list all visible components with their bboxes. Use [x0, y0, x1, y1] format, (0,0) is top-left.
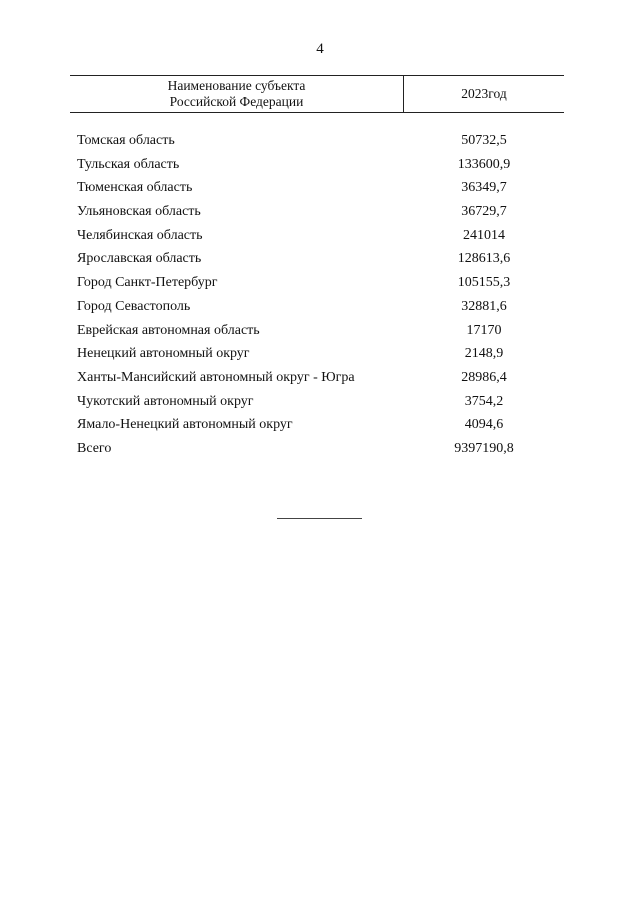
region-value: 133600,9	[457, 156, 511, 172]
region-name: Томская область	[77, 133, 175, 148]
region-value: 17170	[466, 322, 502, 338]
region-name: Еврейская автономная область	[77, 322, 260, 338]
table-row	[0, 390, 640, 414]
region-name: Ульяновская область	[77, 204, 201, 220]
region-value: 4094,6	[464, 417, 504, 433]
total-label: Всего	[77, 440, 112, 456]
region-name: Ямало-Ненецкий автономный округ	[77, 417, 293, 433]
region-value: 32881,6	[461, 298, 507, 314]
table-row	[0, 200, 640, 224]
region-value: 128613,6	[457, 251, 511, 267]
table-header	[70, 75, 564, 113]
table-row	[0, 176, 640, 200]
region-value: 36349,7	[461, 180, 507, 196]
region-name: Ненецкий автономный округ	[77, 346, 250, 362]
total-value: 9397190,8	[454, 440, 514, 456]
table-row	[0, 129, 640, 153]
region-name: Тульская область	[77, 156, 180, 172]
region-name: Ханты-Мансийский автономный округ - Югра	[77, 369, 355, 385]
header-subject-line2: Российской Федерации	[169, 94, 304, 109]
table-row	[0, 153, 640, 177]
page-number: 4	[316, 41, 324, 57]
region-name: Чукотский автономный округ	[77, 393, 254, 409]
table-row	[0, 342, 640, 366]
region-value: 36729,7	[461, 204, 507, 220]
table-row	[0, 271, 640, 295]
table-row	[0, 319, 640, 343]
region-name: Тюменская область	[77, 180, 193, 196]
table-row	[0, 366, 640, 390]
table-row	[0, 413, 640, 437]
region-value: 105155,3	[457, 275, 511, 291]
region-name: Город Севастополь	[77, 298, 191, 314]
table-row-total	[0, 437, 640, 461]
table-body	[0, 129, 640, 461]
region-value: 50732,5	[461, 133, 507, 148]
table-row	[0, 295, 640, 319]
table-row	[0, 247, 640, 271]
region-name: Город Санкт-Петербург	[77, 275, 218, 291]
header-subject-line1: Наименование субъекта	[167, 78, 306, 93]
region-name: Ярославская область	[77, 251, 202, 267]
table-row	[0, 224, 640, 248]
region-value: 28986,4	[461, 369, 507, 385]
region-value: 241014	[463, 227, 505, 243]
end-divider	[277, 518, 362, 519]
header-year: 2023год	[461, 86, 507, 101]
region-value: 2148,9	[464, 346, 504, 362]
region-name: Челябинская область	[77, 227, 203, 243]
region-value: 3754,2	[464, 393, 504, 409]
header-subject-name	[70, 76, 404, 112]
